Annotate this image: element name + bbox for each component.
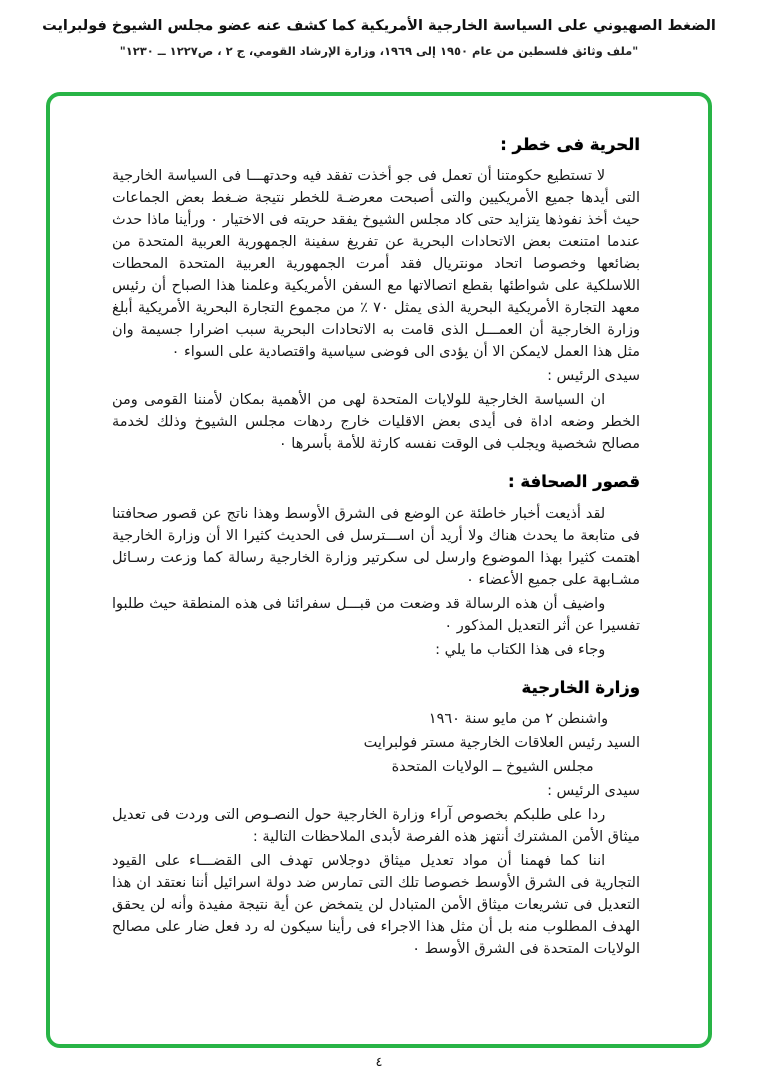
dateline: واشنطن ٢ من مايو سنة ١٩٦٠ — [428, 710, 609, 727]
document-title: الضغط الصهيوني على السياسة الخارجية الأمريكية كما كشف عنه عضو مجلس الشيوخ فولبرايت — [42, 18, 716, 34]
body-paragraph: ردا على طلبكم بخصوص آراء وزارة الخارجية حول النصـوص التى وردت فى تعديل ميثاق الأمن المشترك أنتهز هذه الفرصة لأبدى الملاحظات التالية : — [112, 806, 640, 846]
section-heading-foreign-ministry: وزارة الخارجية — [521, 677, 640, 697]
addressee-line-2: مجلس الشيوخ ــ الولايات المتحدة — [391, 758, 594, 775]
salutation-line: سيدى الرئيس : — [547, 782, 640, 799]
document-header — [30, 16, 728, 58]
body-paragraph: اننا كما فهمنا أن مواد تعديل ميثاق دوجلاس تهدف الى القضـــاء على القيود التجارية فى الشرق الأوسط خصوصا تلك التى تمارس ضد دولة اسرائيل أننا نعتقد ان هذا التعديل فى تشريعات ميثاق الأمن المتبادل لن يتمخض عن أية نتيجة مفيدة وأنه لن يحقق الهدف المطلوب منه بل أن مثل هذا الاجراء فى رأينا سيكون له رد فعل ضار على مصالح الولايات المتحدة فى الشرق الأوسط ٠ — [112, 853, 640, 958]
body-paragraph: لقد أذيعت أخبار خاطئة عن الوضع فى الشرق الأوسط وهذا ناتج عن قصور صحافتنا فى متابعة ما يحدث هناك ولا أريد أن اســـترسل فى الحديث كثيرا الا أن وزارة الخارجية اهتمت كثيرا بهذا الموضوع وارسل لى سكرتير وزارة الخارجية رسالة كما وزعت رسـائل مشـابهة على جميع الأعضاء ٠ — [112, 505, 640, 588]
body-paragraph: ان السياسة الخارجية للولايات المتحدة لهى من الأهمية بمكان لأمننا القومى ومن الخطر وضعه اداة فى أيدى بعض الاقليات خارج ردهات مجلس الشيوخ وذلك لخدمة مصالح شخصية ويجلب فى الوقت نفسه كارثة للأمة بأسرها ٠ — [112, 392, 640, 453]
section-heading-freedom-in-danger: الحرية فى خطر : — [500, 135, 640, 154]
body-paragraph: واضيف أن هذه الرسالة قد وضعت من قبـــل سفرائنا فى هذه المنطقة حيث طلبوا تفسيرا عن أثر التعديل المذكور ٠ — [112, 595, 640, 634]
document-body — [112, 118, 640, 962]
section-heading-press-shortcomings: قصور الصحافة : — [508, 472, 640, 492]
body-paragraph: لا تستطيع حكومتنا أن تعمل فى جو أخذت تفقد فيه وحدتهـــا فى السياسة الخارجية التى أيدها جميع الأمريكيين والتى أصبحت معرضـة للخطر نتيجة ضـغط بعض الجماعات حيث أخذ نفوذها يتزايد حتى كاد مجلس الشيوخ يفقد حريته فى الاختيار ٠ ورأينا ماذا حدث عندما امتنعت بعض الاتحادات البحرية عن تفريغ سفينة الجمهورية العربية المتحدة من بضائعها وخصوصا اتحاد مونتريال فقد أمرت الجمهورية العربية المتحدة المحطات اللاسلكية على شواطئها بقطع اتصالاتها مع السفن الأمريكية وعلمنا هذا الصباح أن رئيس معهد التجارة الأمريكية البحرية الذى يمثل ٧٠ ٪ من مجموع التجارة البحرية الأمريكية أبلغ وزارة الخارجية أن العمـــل الذى قامت به الاتحادات البحرية سبب اضرارا جسيمة وان مثل هذا العمل لايمكن الا أن يؤدى الى فوضى سياسية واقتصادية على السواء ٠ — [112, 168, 640, 361]
body-paragraph: وجاء فى هذا الكتاب ما يلي : — [435, 641, 606, 658]
addressee-line: السيد رئيس العلاقات الخارجية مستر فولبرايت — [363, 734, 640, 751]
salutation-line: سيدى الرئيس : — [547, 368, 640, 385]
document-subtitle: "ملف وثائق فلسطين من عام ١٩٥٠ إلى ١٩٦٩، وزارة الإرشاد القومي، ج ٢ ، ص١٢٢٧ ــ ١٢٣٠" — [119, 43, 639, 58]
page-number: ٤ — [375, 1055, 383, 1070]
